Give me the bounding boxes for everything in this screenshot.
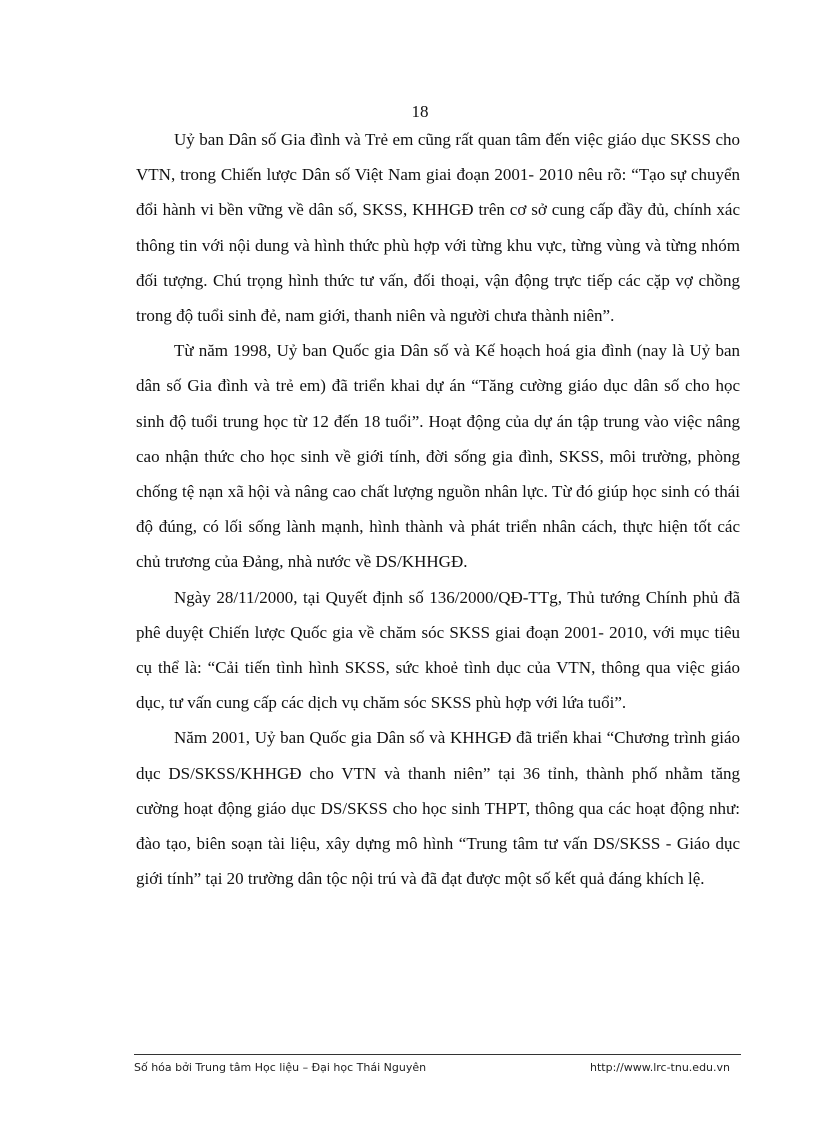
- paragraph-1: Uỷ ban Dân số Gia đình và Trẻ em cũng rất quan tâm đến việc giáo dục SKSS cho VTN, trong Chiến lược Dân số Việt Nam giai đoạn 2001- 2010 nêu rõ: “Tạo sự chuyển đổi hành vi bền vững về dân số, SKSS, KHHGĐ trên cơ sở cung cấp đầy đủ, chính xác thông tin với nội dung và hình thức phù hợp với từng khu vực, từng vùng và từng nhóm đối tượng. Chú trọng hình thức tư vấn, đối thoại, vận động trực tiếp các cặp vợ chồng trong độ tuổi sinh đẻ, nam giới, thanh niên và người chưa thành niên”.: [136, 130, 740, 326]
- footer-source-text: Số hóa bởi Trung tâm Học liệu – Đại học Thái Nguyên: [134, 1061, 427, 1074]
- paragraph-2: Từ năm 1998, Uỷ ban Quốc gia Dân số và Kế hoạch hoá gia đình (nay là Uỷ ban dân số Gia đình và trẻ em) đã triển khai dự án “Tăng cường giáo dục dân số cho học sinh độ tuổi trung học từ 12 đến 18 tuổi”. Hoạt động của dự án tập trung vào việc nâng cao nhận thức cho học sinh về giới tính, đời sống gia đình, SKSS, môi trường, phòng chống tệ nạn xã hội và nâng cao chất lượng nguồn nhân lực. Từ đó giúp học sinh có thái độ đúng, có lối sống lành mạnh, hình thành và phát triển nhân cách, thực hiện tốt các chủ trương của Đảng, nhà nước về DS/KHHGĐ.: [136, 341, 740, 572]
- page-number: 18: [411, 102, 429, 121]
- document-body: [136, 122, 740, 896]
- footer-divider: [134, 1054, 741, 1055]
- paragraph-4: Năm 2001, Uỷ ban Quốc gia Dân số và KHHGĐ đã triển khai “Chương trình giáo dục DS/SKSS/KHHGĐ cho VTN và thanh niên” tại 36 tỉnh, thành phố nhằm tăng cường hoạt động giáo dục DS/SKSS cho học sinh THPT, thông qua các hoạt động như: đào tạo, biên soạn tài liệu, xây dựng mô hình “Trung tâm tư vấn DS/SKSS - Giáo dục giới tính” tại 20 trường dân tộc nội trú và đã đạt được một số kết quả đáng khích lệ.: [136, 728, 740, 889]
- footer-url[interactable]: http://www.lrc-tnu.edu.vn: [590, 1061, 730, 1074]
- paragraph-3: Ngày 28/11/2000, tại Quyết định số 136/2000/QĐ-TTg, Thủ tướng Chính phủ đã phê duyệt Chiến lược Quốc gia về chăm sóc SKSS giai đoạn 2001- 2010, với mục tiêu cụ thể là: “Cải tiến tình hình SKSS, sức khoẻ tình dục của VTN, thông qua việc giáo dục, tư vấn cung cấp các dịch vụ chăm sóc SKSS phù hợp với lứa tuổi”.: [136, 587, 740, 713]
